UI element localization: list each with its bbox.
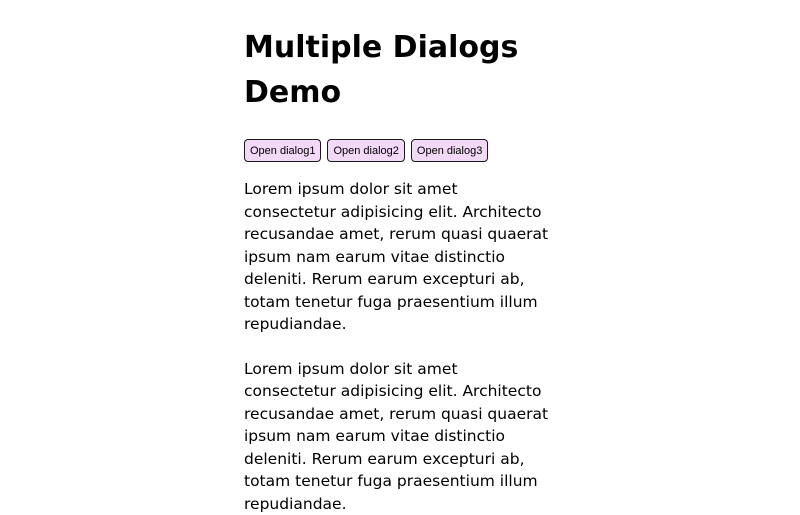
open-dialog2-button[interactable]: Open dialog2 xyxy=(327,139,404,162)
open-dialog3-button[interactable]: Open dialog3 xyxy=(411,139,488,162)
open-dialog1-button[interactable]: Open dialog1 xyxy=(244,139,321,162)
body-paragraph-1: Lorem ipsum dolor sit amet consectetur adipisicing elit. Architecto recusandae amet, rerum quasi quaerat ipsum nam earum vitae distinctio deleniti. Rerum earum excepturi ab, totam tenetur fuga praesentium illum repudiandae. xyxy=(244,178,554,336)
body-paragraph-2: Lorem ipsum dolor sit amet consectetur adipisicing elit. Architecto recusandae amet, rerum quasi quaerat ipsum nam earum vitae distinctio deleniti. Rerum earum excepturi ab, totam tenetur fuga praesentium illum repudiandae. xyxy=(244,358,554,515)
dialog-button-group xyxy=(244,139,554,162)
page-title: Multiple Dialogs Demo xyxy=(244,25,554,115)
main-content xyxy=(244,0,554,515)
